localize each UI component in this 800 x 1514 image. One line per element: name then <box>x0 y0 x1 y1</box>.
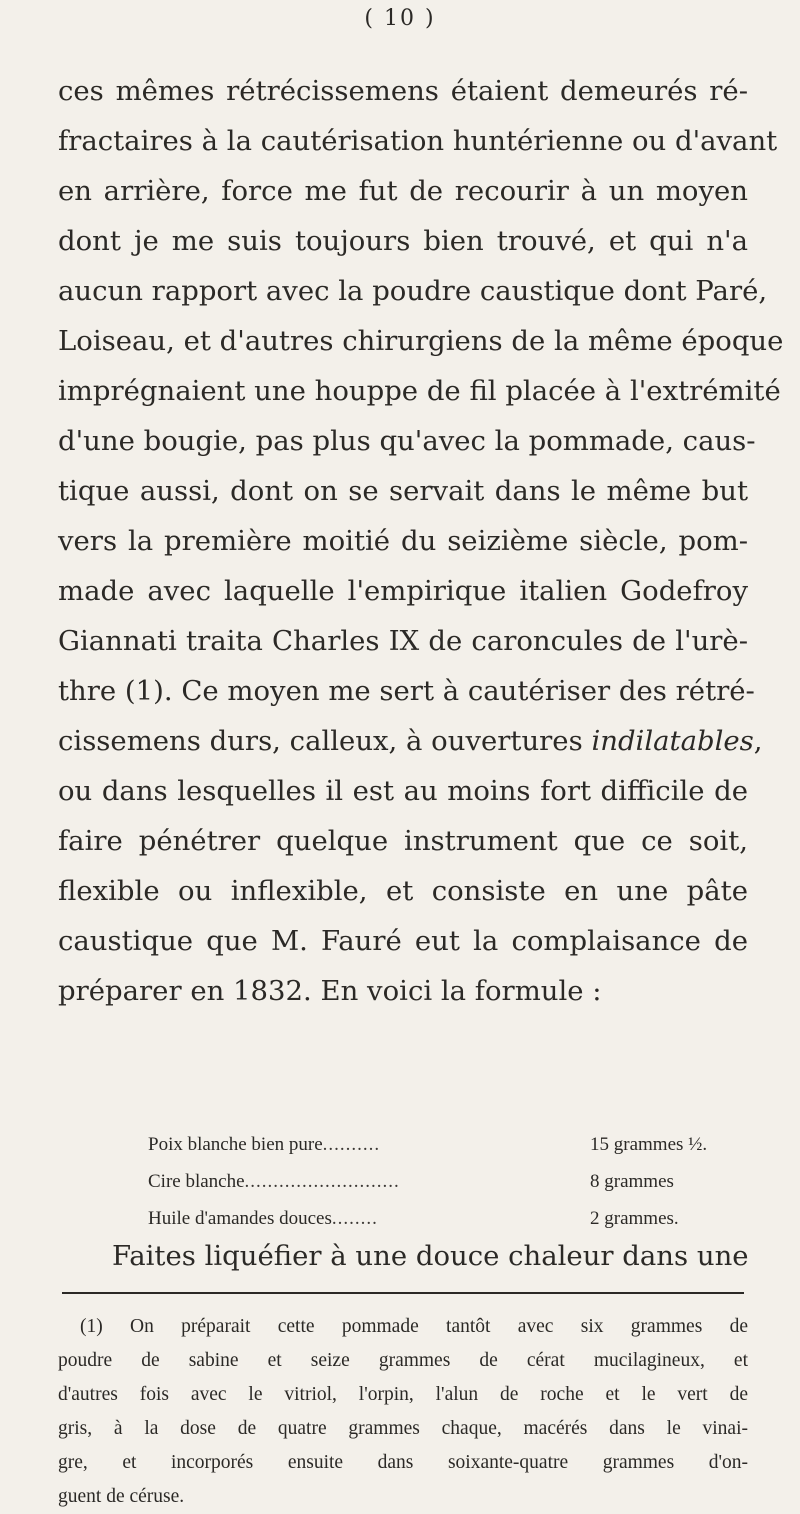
footnote-line: poudre de sabine et seize grammes de cérat mucilagineux, et <box>58 1350 748 1371</box>
body-line: caustique que M. Fauré eut la complaisance de <box>58 925 748 957</box>
body-line: thre (1). Ce moyen me sert à cautériser des rétré- <box>58 675 755 707</box>
body-line: faire pénétrer quelque instrument que ce soit, <box>58 825 748 857</box>
body-line: ou dans lesquelles il est au moins fort difficile de <box>58 775 748 807</box>
body-line: dont je me suis toujours bien trouvé, et qui n'a <box>58 225 748 257</box>
body-line: Loiseau, et d'autres chirurgiens de la même époque <box>58 325 784 357</box>
body-line: fractaires à la cautérisation huntérienne ou d'avant <box>58 125 778 157</box>
body-line-with-emphasis: cissemens durs, calleux, à ouvertures indilatables, <box>58 725 763 757</box>
body-line: tique aussi, dont on se servait dans le même but <box>58 475 748 507</box>
body-text <box>58 66 784 1016</box>
body-line: d'une bougie, pas plus qu'avec la pommade, caus- <box>58 425 756 457</box>
footnote-line: gris, à la dose de quatre grammes chaque, macérés dans le vinai- <box>58 1418 748 1439</box>
dot-leader: .......... <box>322 1134 381 1155</box>
formula-quantity: 15 grammes ½. <box>590 1134 708 1155</box>
formula-row <box>148 1163 708 1200</box>
formula-quantity: 2 grammes. <box>590 1208 679 1229</box>
emphasis-word: indilatables <box>591 725 754 757</box>
body-line: préparer en 1832. En voici la formule : <box>58 975 602 1007</box>
footnote-line: (1) On préparait cette pommade tantôt avec six grammes de <box>80 1316 748 1337</box>
page-number: ( 10 ) <box>364 6 436 31</box>
body-line: aucun rapport avec la poudre caustique dont Paré, <box>58 275 768 307</box>
body-line: vers la première moitié du seizième siècle, pom- <box>58 525 748 557</box>
formula-list <box>148 1126 708 1237</box>
body-line: Giannati traita Charles IX de caroncules de l'urè- <box>58 625 748 657</box>
formula-ingredient: Huile d'amandes douces <box>148 1208 332 1229</box>
footnote-line: d'autres fois avec le vitriol, l'orpin, l'alun de roche et le vert de <box>58 1384 748 1405</box>
formula-row <box>148 1126 708 1163</box>
closing-line: Faites liquéfier à une douce chaleur dans une <box>112 1240 749 1272</box>
body-line: flexible ou inflexible, et consiste en une pâte <box>58 875 748 907</box>
formula-quantity: 8 grammes <box>590 1171 674 1192</box>
dot-leader: ........ <box>331 1208 378 1229</box>
formula-ingredient: Poix blanche bien pure <box>148 1134 323 1155</box>
footnote-line: gre, et incorporés ensuite dans soixante-quatre grammes d'on- <box>58 1452 748 1473</box>
footnote-line: guent de céruse. <box>58 1486 185 1507</box>
body-line: imprégnaient une houppe de fil placée à l'extrémité <box>58 375 781 407</box>
dot-leader: ........................... <box>244 1171 400 1192</box>
body-line: ces mêmes rétrécissemens étaient demeurés ré- <box>58 75 748 107</box>
body-line: made avec laquelle l'empirique italien Godefroy <box>58 575 748 607</box>
footnote <box>58 1310 748 1514</box>
formula-ingredient: Cire blanche <box>148 1171 245 1192</box>
body-line: en arrière, force me fut de recourir à un moyen <box>58 175 748 207</box>
footnote-divider <box>62 1292 744 1294</box>
